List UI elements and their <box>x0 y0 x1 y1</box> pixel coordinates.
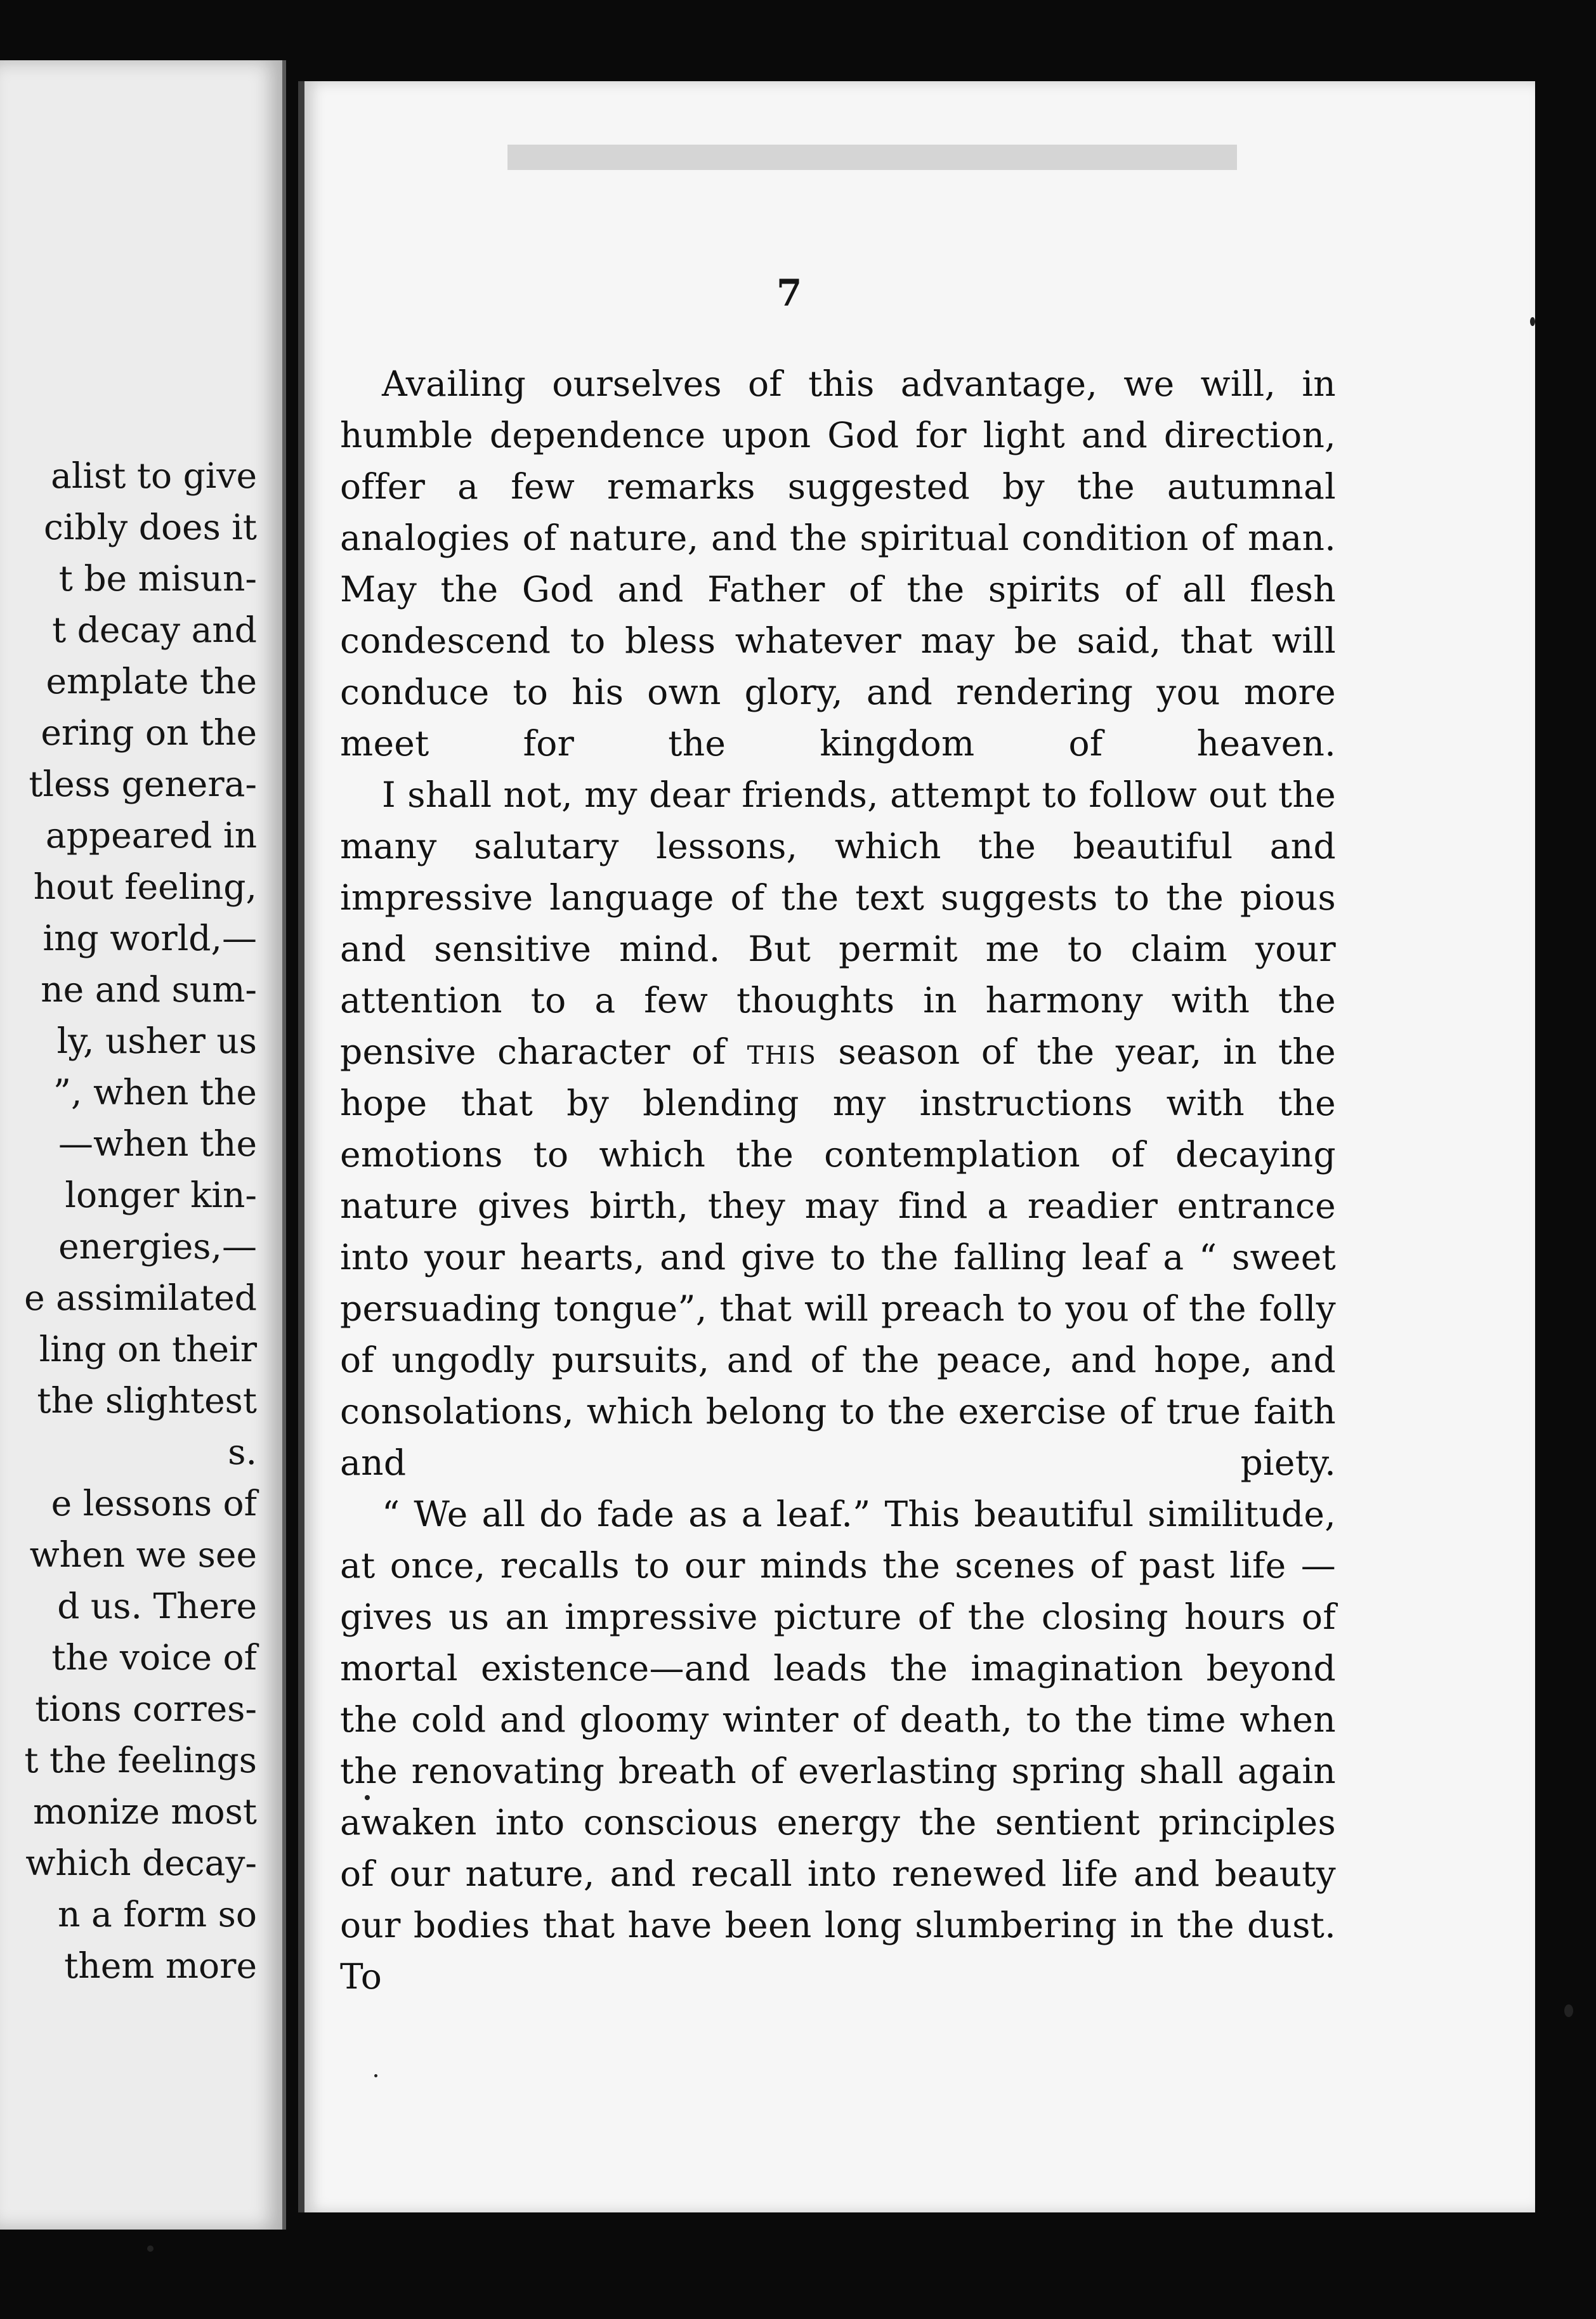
previous-page-line: them more <box>64 1945 257 1986</box>
previous-page-line: s. <box>228 1432 257 1472</box>
previous-page-line: when we see <box>29 1534 257 1575</box>
paragraph-2: I shall not, my dear friends, attempt to follow out the many salutary lessons, which the beautiful and impressive language of the text suggests to the pious and sensitive mind. But permit me to claim your attention to a few thoughts in harmony with the pensive character of this season of the year, in the hope that by blending my instructions with the emotions to which the contemplation of decaying nature gives birth, they may find a readier entrance into your hearts, and give to the falling leaf a “ sweet persuading tongue”, that will preach to you of the folly of ungodly pursuits, and of the peace, and hope, and consolations, which belong to the exercise of true faith and piety. <box>340 774 1336 1483</box>
previous-page-line: longer kin- <box>65 1175 257 1215</box>
previous-page-line: the slightest <box>37 1380 257 1421</box>
previous-page-line: alist to give <box>51 455 257 496</box>
page-top-shadow <box>507 145 1237 170</box>
previous-page-line: ne and sum- <box>41 969 257 1010</box>
previous-page-line: energies,— <box>58 1226 257 1267</box>
previous-page-line: emplate the <box>46 661 257 702</box>
previous-page-line: the voice of <box>51 1637 257 1678</box>
previous-page-line: e lessons of <box>51 1483 257 1524</box>
paragraph-3: “ We all do fade as a leaf.” This beautiful similitude, at once, recalls to our minds the scenes of past life — gives us an impressive picture of the closing hours of mortal existence—and leads the imagination beyond the cold and gloomy winter of death, to the time when the renovating breath of everlasting spring shall again awaken into conscious energy the sentient principles of our nature, and recall into renewed life and beauty our bodies that have been long slumbering in the dust. To <box>340 1494 1336 1997</box>
previous-page-line: tless genera- <box>29 764 257 804</box>
previous-page-line: ering on the <box>41 712 257 753</box>
previous-page-line: tions corres- <box>35 1689 257 1729</box>
previous-page-line: e assimilated <box>24 1277 257 1318</box>
previous-page-line: ”, when the <box>53 1072 257 1113</box>
previous-page-line: d us. There <box>57 1586 257 1626</box>
emphasized-word: this <box>747 1031 817 1072</box>
previous-page-line: n a form so <box>58 1894 257 1935</box>
previous-page-line: t decay and <box>52 610 257 650</box>
previous-page-line: t the feelings <box>24 1740 257 1780</box>
page-number: 7 <box>776 271 802 315</box>
paragraph-1: Availing ourselves of this advantage, we will, in humble dependence upon God for light and direction, offer a few remarks suggested by the autumnal analogies of nature, and the spiritual condition of man. May the God and Father of the spirits of all flesh condescend to bless whatever may be said, that will conduce to his own glory, and rendering you more meet for the kingdom of heaven. <box>340 363 1336 764</box>
previous-page-line: ing world,— <box>43 918 257 958</box>
page-body <box>340 358 1336 2002</box>
previous-page-line: ly, usher us <box>56 1021 257 1061</box>
previous-page-line: hout feeling, <box>33 866 257 907</box>
previous-page-line: which decay- <box>25 1843 257 1883</box>
previous-page-line: monize most <box>33 1791 257 1832</box>
previous-page-text <box>0 450 257 1992</box>
previous-page-line: cibly does it <box>43 507 257 547</box>
previous-page-edge <box>0 60 286 2230</box>
previous-page-line: t be misun- <box>58 558 257 599</box>
previous-page-line: ling on their <box>39 1329 257 1369</box>
previous-page-line: —when the <box>58 1123 257 1164</box>
previous-page-line: appeared in <box>45 815 257 856</box>
